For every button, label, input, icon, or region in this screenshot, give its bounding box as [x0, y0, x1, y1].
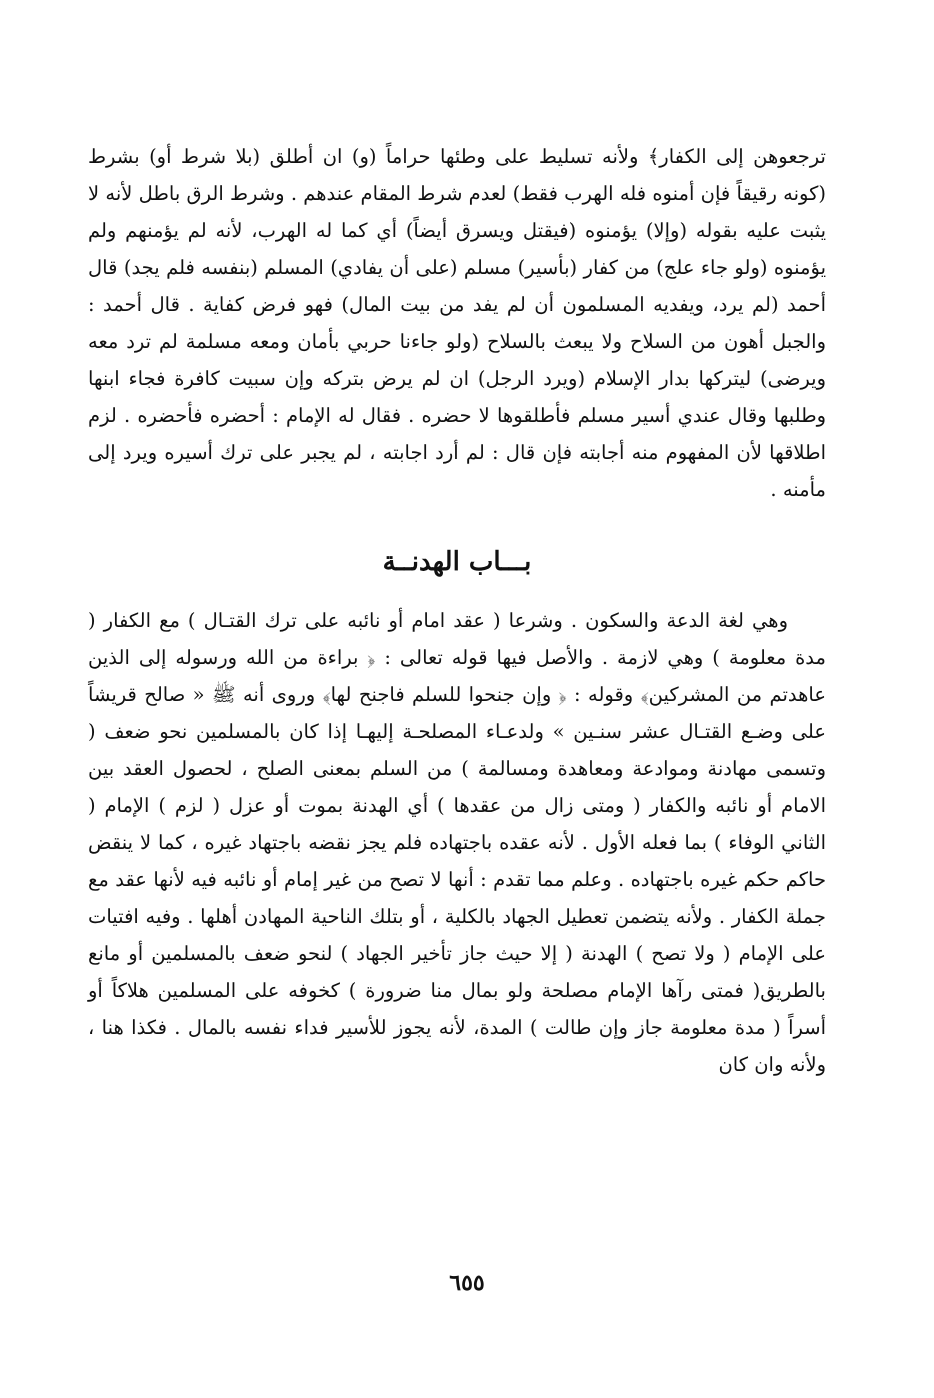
- text-line: بالمسلمين نحو ضعف ( وتسمى مهادنة وموادعة ومعاهدة ومسالمة ) من السلم بمعنى: [88, 720, 826, 780]
- text-line: ﷺ « صالح قريشاً على وضـع القتـال عشر سنـين » ولدعـاء المصلحـة إليهـا إذا كان: [88, 683, 826, 743]
- text-line: بموت أو عزل ( لزم ) الإمام ( الثاني الوفاء ) بما فعله الأول . لأنه عقده باجتهاده فلم: [88, 794, 827, 854]
- text-line: لأنه لم يؤمنهم ولم يؤمنوه (ولو جاء علج) من كفار (بأسير) مسلم (على أن يفادي): [88, 219, 827, 279]
- text-line: الكفار ( مدة معلومة ) وهي لازمة . والأصل فيها قوله تعالى : ﴿ براءة من الله ورسوله: [88, 609, 826, 669]
- text-line: إلى الذين عاهدتم من المشركين﴾ وقوله : ﴿ وإن جنحوا للسلم فاجنح لها﴾ وروى أنه: [88, 646, 827, 706]
- text-line: الرجل) ان لم يرض بتركه وإن سبيت كافرة فجاء ابنها وطلبها وقال عندي أسير مسلم: [88, 367, 827, 427]
- page-number: ٦٥٥: [449, 1270, 485, 1296]
- text-line: المسلم (بنفسه فلم يجد) قال أحمد (لم يرد، ويفديه المسلمون أن لم يفد من بيت: [88, 256, 826, 316]
- text-line: الهدنة ( إلا حيث جاز تأخير الجهاد ) لنحو ضعف بالمسلمين أو مانع بالطريق( فمتى رآها: [88, 942, 826, 1002]
- text-line: ترجعوهن إلى الكفار﴾ ولأنه تسليط على وطئها حراماً (و) ان أطلق (بلا شرط أو): [149, 145, 826, 168]
- paragraph-continuation: [88, 138, 826, 508]
- text-line: فأطلقوها لا حضره . فقال له الإمام : أحضره فأحضره . لزم اطلاقها لأن المفهوم منه: [88, 404, 826, 464]
- text-line: أجابته فإن قال : لم أرد اجابته ، لم يجبر على ترك أسيره ويرد إلى مأمنه .: [88, 441, 826, 501]
- text-line: جاز وإن طالت ) المدة، لأنه يجوز للأسير فداء نفسه بالمال . فكذا هنا ، ولأنه وان كان: [88, 1016, 826, 1076]
- text-line: وهي لغة الدعة والسكون . وشرعا ( عقد امام أو نائبه على ترك القتـال ) مع: [159, 609, 788, 632]
- chapter-title: بـــاب الهدنــة: [382, 547, 532, 577]
- page-body: [88, 138, 826, 1083]
- text-line: المال) فهو فرض كفاية . قال أحمد : والجبل أهون من السلاح ولا يبعث بالسلاح: [88, 293, 826, 353]
- text-line: أنها لا تصح من غير إمام أو نائبه فيه لأنها عقد مع جملة الكفار . ولأنه يتضمن تعطيل: [88, 868, 826, 928]
- paragraph-hudna: [88, 602, 826, 1083]
- text-line: الصلح ، لحصول العقد بين الامام أو نائبه والكفار ( ومتى زال من عقدها ) أي الهدنة: [88, 757, 827, 817]
- text-line: يجز نقضه باجتهاد غيره ، كما لا ينقض حاكم حكم غيره باجتهاده . وعلم مما تقدم :: [88, 831, 826, 891]
- text-line: الجهاد بالكلية ، أو بتلك الناحية المهادن أهلها . وفيه افتيات على الإمام ( ولا تصح ): [88, 905, 827, 965]
- text-line: الإمام مصلحة ولو بمال منا ضرورة ) كخوفه على المسلمين هلاكاً أو أسراً ( مدة معلومة: [88, 979, 827, 1039]
- text-line: بشرط (كونه رقيقاً فإن أمنوه فله الهرب فقط) لعدم شرط المقام عندهم . وشرط الرق: [88, 145, 826, 205]
- text-line: باطل لأنه لا يثبت عليه بقوله (وإلا) يؤمنوه (فيقتل ويسرق أيضاً) أي كما له الهرب،: [88, 182, 827, 242]
- text-line: (ولو جاءنا حربي بأمان ومعه مسلمة لم ترد معه ويرضى) ليتركها بدار الإسلام (ويرد: [88, 330, 826, 390]
